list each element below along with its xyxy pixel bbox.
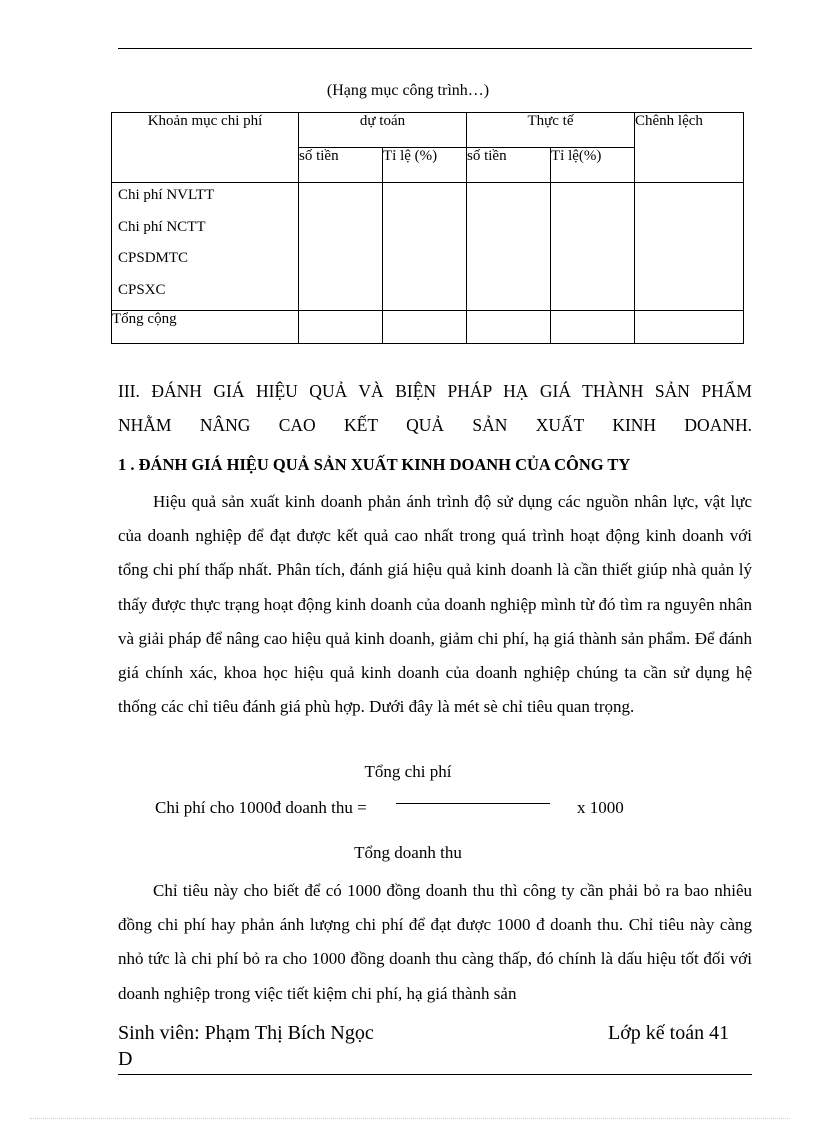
col-estimate-header: dự toán <box>299 113 467 148</box>
table-cell <box>635 183 744 311</box>
formula-left-side: Chi phí cho 1000đ doanh thu = <box>155 798 367 817</box>
footer-student-name: Sinh viên: Phạm Thị Bích Ngọc <box>118 1022 374 1044</box>
sub-ratio-estimate: Tỉ lệ (%) <box>383 148 467 183</box>
cost-item: Chi phí NVLTT <box>118 187 215 203</box>
col-diff-header: Chênh lệch <box>635 113 744 183</box>
section-1-heading: 1 . ĐÁNH GIÁ HIỆU QUẢ SẢN XUẤT KINH DOANH CỦA CÔNG TY <box>118 455 631 474</box>
footer-rule <box>118 1074 752 1075</box>
table-total-row <box>112 311 744 344</box>
footer-class: Lớp kế toán 41 <box>608 1022 730 1044</box>
table-cell <box>635 311 744 344</box>
formula-numerator: Tổng chi phí <box>364 762 452 781</box>
section-3-heading <box>118 374 752 442</box>
paragraph-efficiency: Hiệu quả sản xuất kinh doanh phản ánh trình độ sử dụng các nguồn nhân lực, vật lực của doanh nghiệp để đạt được kết quả cao nhất trong quá trình hoạt động kinh doanh với tổng chi phí thấp nhất. Phân tích, đánh giá hiệu quả kinh doanh là cần thiết giúp nhà quản lý thấy được thực trạng hoạt động kinh doanh của doanh nghiệp mình từ đó tìm ra nguyên nhân và giải pháp để nâng cao hiệu quả kinh doanh, giảm chi phí, hạ giá thành sản phẩm. Để đánh giá chính xác, khoa học hiệu quả kinh doanh của doanh nghiệp chúng ta cần sử dụng hệ thống các chỉ tiêu đánh giá phù hợp. Dưới đây là mét sè chỉ tiêu quan trọng. <box>118 492 752 717</box>
section-3-line-1: III. ĐÁNH GIÁ HIỆU QUẢ VÀ BIỆN PHÁP HẠ GIÁ THÀNH SẢN PHẨM <box>118 381 752 401</box>
formula-denominator: Tổng doanh thu <box>354 843 462 862</box>
table-row <box>112 183 744 311</box>
sub-amount-actual: số tiền <box>467 148 551 183</box>
section-3-line-2: NHẰM NÂNG CAO KẾT QUẢ SẢN XUẤT KINH DOANH. <box>118 415 752 435</box>
cost-item: CPSXC <box>118 281 166 298</box>
cost-items-cell <box>112 183 299 311</box>
col-actual-header: Thực tế <box>467 113 635 148</box>
cost-comparison-table <box>111 112 744 344</box>
formula-multiplier: x 1000 <box>577 798 624 817</box>
total-label: Tổng cộng <box>112 311 299 344</box>
table-cell <box>551 183 635 311</box>
table-cell <box>467 311 551 344</box>
cost-item: CPSDMTC <box>118 250 189 266</box>
page-edge <box>30 1118 790 1119</box>
table-cell <box>383 311 467 344</box>
footer-student-cont: D <box>118 1048 133 1070</box>
table-cell <box>383 183 467 311</box>
table-cell <box>551 311 635 344</box>
sub-amount-estimate: số tiền <box>299 148 383 183</box>
cost-item: Chi phí NCTT <box>118 218 206 235</box>
formula-fraction-line <box>396 803 550 804</box>
sub-ratio-actual: Tỉ lệ(%) <box>551 148 635 183</box>
table-cell <box>467 183 551 311</box>
table-cell <box>299 183 383 311</box>
header-rule <box>118 48 752 49</box>
paragraph-indicator: Chỉ tiêu này cho biết để có 1000 đồng doanh thu thì công ty cần phải bỏ ra bao nhiêu đồng chi phí hay phản ánh lượng chi phí để đạt được 1000 đ doanh thu. Chỉ tiêu này càng nhỏ tức là chi phí bỏ ra cho 1000 đồng doanh thu càng thấp, đó chính là dấu hiệu tốt đối với doanh nghiệp trong việc tiết kiệm chi phí, hạ giá thành sản <box>118 881 752 1003</box>
footer-student <box>118 1020 374 1072</box>
table-header-row <box>112 113 744 148</box>
table-cell <box>299 311 383 344</box>
table-caption: (Hạng mục công trình…) <box>326 82 490 99</box>
col-item-header: Khoản mục chi phí <box>112 113 299 183</box>
